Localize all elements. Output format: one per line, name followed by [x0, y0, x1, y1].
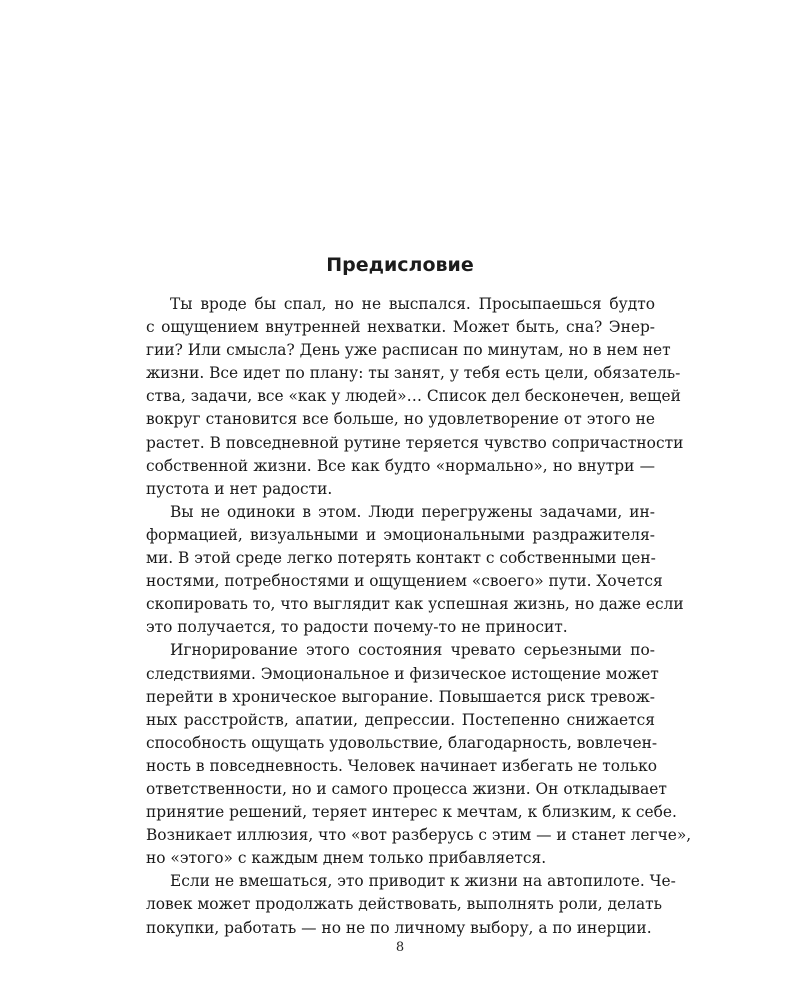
text-line: жизни. Все идет по плану: ты занят, у тебя есть цели, обязатель- — [146, 364, 681, 383]
text-line: Игнорирование этого состояния чревато серьезными по- — [170, 641, 655, 660]
text-line: Вы не одиноки в этом. Люди перегружены задачами, ин- — [170, 502, 655, 521]
text-line: ства, задачи, все «как у людей»… Список дел бесконечен, вещей — [146, 387, 681, 406]
text-line: собственной жизни. Все как будто «нормально», но внутри — — [146, 456, 655, 475]
text-line: покупки, работать — но не по личному выбору, а по инерции. — [146, 918, 652, 937]
text-line: ловек может продолжать действовать, выполнять роли, делать — [146, 895, 663, 914]
text-line: формацией, визуальными и эмоциональными раздражителя- — [146, 525, 655, 544]
text-line: Ты вроде бы спал, но не выспался. Просыпаешься будто — [170, 295, 655, 313]
text-line: ность в повседневность. Человек начинает избегать не только — [146, 756, 658, 775]
paragraph — [146, 870, 676, 939]
page-number: 8 — [395, 940, 405, 955]
text-line: ми. В этой среде легко потерять контакт с собственными цен- — [146, 549, 656, 568]
text-line: Возникает иллюзия, что «вот разберусь с этим — и станет легче», — [146, 826, 692, 845]
text-line: ных расстройств, апатии, депрессии. Постепенно снижается — [146, 710, 655, 729]
text-line: перейти в хроническое выгорание. Повышается риск тревож- — [146, 687, 655, 706]
text-line: растет. В повседневной рутине теряется чувство сопричастности — [146, 433, 684, 452]
text-line: скопировать то, что выглядит как успешная жизнь, но даже если — [146, 595, 684, 614]
paragraph — [146, 293, 684, 501]
text-line: гии? Или смысла? День уже расписан по минутам, но в нем нет — [146, 341, 671, 360]
text-line: вокруг становится все больше, но удовлетворение от этого не — [146, 410, 655, 429]
text-line: это получается, то радости почему-то не приносит. — [146, 618, 568, 637]
paragraph — [146, 639, 692, 870]
body-text — [146, 293, 692, 940]
text-line: с ощущением внутренней нехватки. Может быть, сна? Энер- — [146, 318, 655, 337]
text-line: ностями, потребностями и ощущением «своего» пути. Хочется — [146, 572, 663, 591]
chapter-heading: Предисловие — [326, 254, 474, 276]
text-line: способность ощущать удовольствие, благодарность, вовлечен- — [146, 733, 658, 752]
text-line: но «этого» с каждым днем только прибавляется. — [146, 849, 547, 868]
paragraph — [146, 501, 684, 640]
text-line: пустота и нет радости. — [146, 479, 333, 498]
text-line: принятие решений, теряет интерес к мечтам, к близким, к себе. — [146, 803, 677, 822]
text-line: следствиями. Эмоциональное и физическое истощение может — [146, 664, 659, 683]
text-line: Если не вмешаться, это приводит к жизни на автопилоте. Че- — [170, 872, 676, 891]
text-line: ответственности, но и самого процесса жизни. Он откладывает — [146, 779, 667, 798]
